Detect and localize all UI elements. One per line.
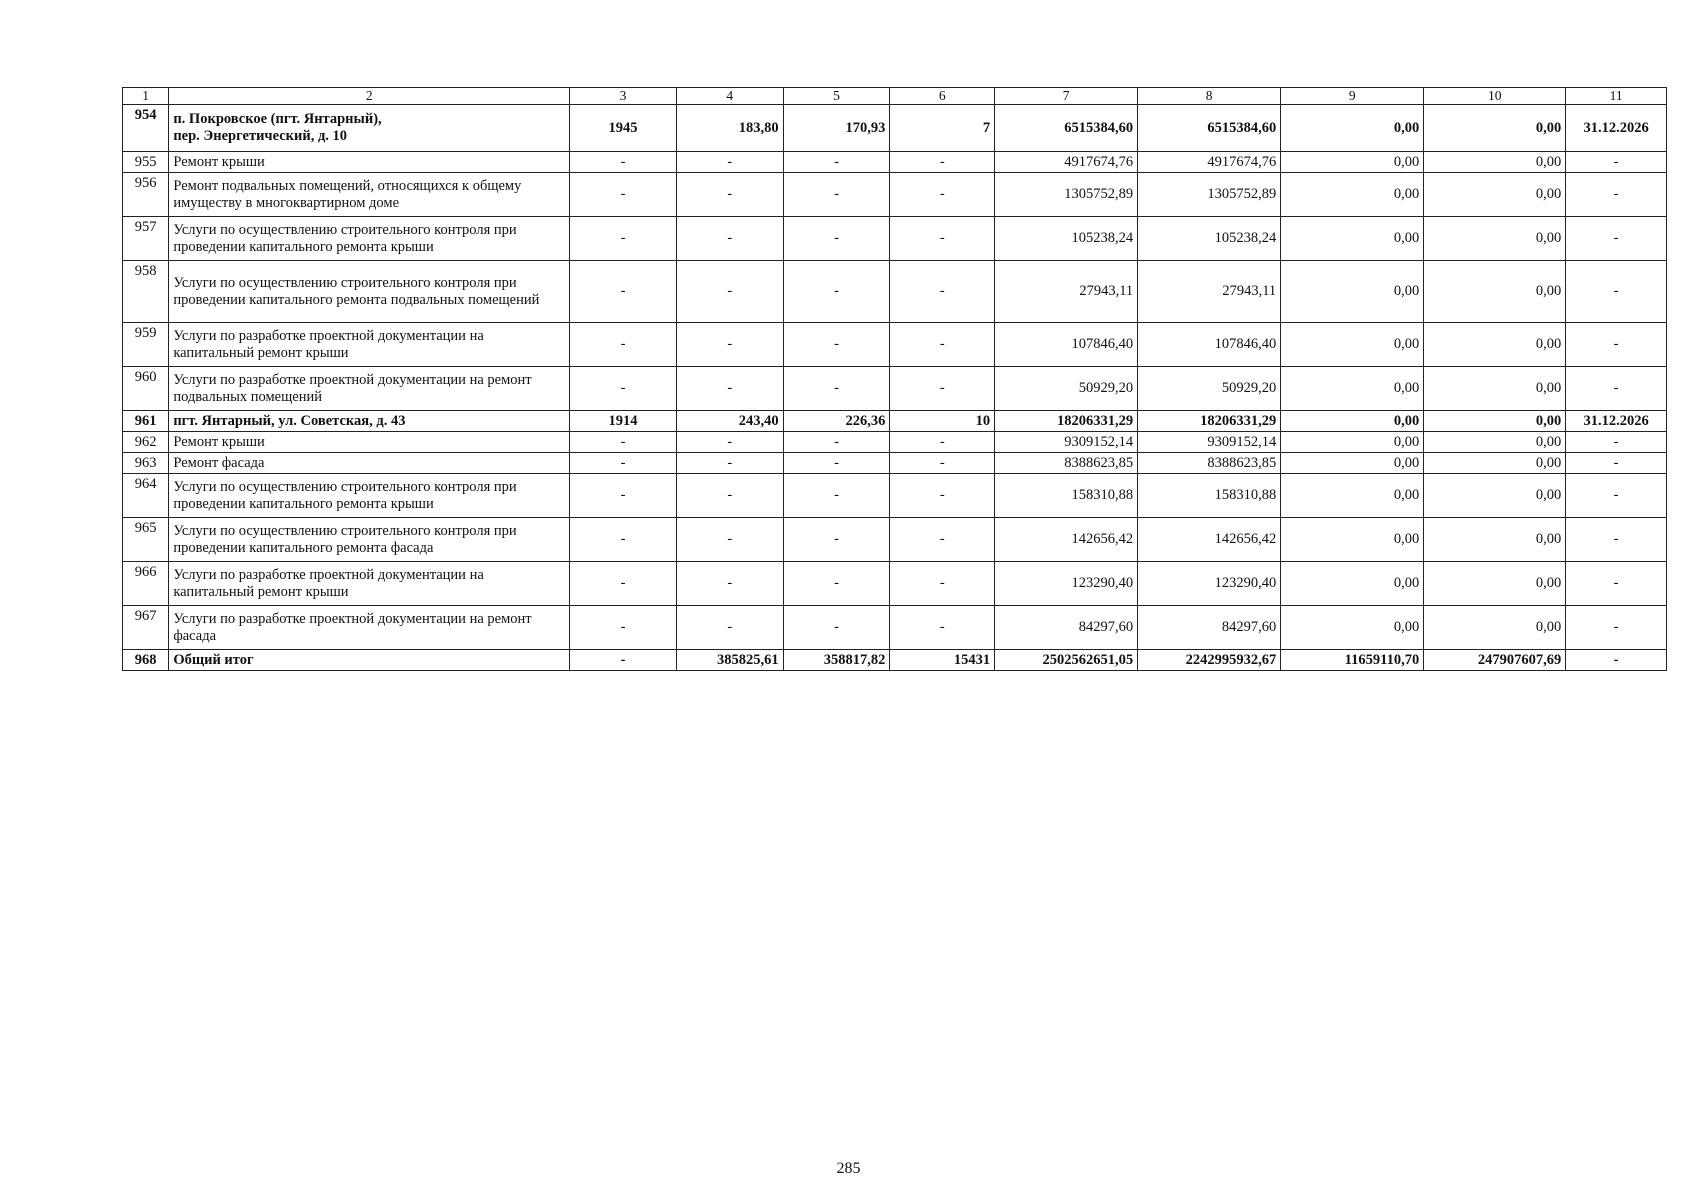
cell-fund-cost: 84297,60	[1138, 606, 1281, 650]
cell-residents: -	[890, 453, 995, 474]
cell-owner-cost: 0,00	[1424, 367, 1566, 411]
cell-total-cost: 2502562651,05	[995, 650, 1138, 671]
row-label: Услуги по разработке проектной документации на капитальный ремонт крыши	[169, 323, 570, 367]
cell-year: -	[570, 518, 677, 562]
cell-total-cost: 27943,11	[995, 261, 1138, 323]
cell-residents: -	[890, 367, 995, 411]
row-label: Услуги по разработке проектной документации на ремонт фасада	[169, 606, 570, 650]
cell-fund-cost: 27943,11	[1138, 261, 1281, 323]
cell-owner-cost: 0,00	[1424, 432, 1566, 453]
cell-total-cost: 107846,40	[995, 323, 1138, 367]
cell-fund-cost: 105238,24	[1138, 217, 1281, 261]
cell-area: -	[676, 173, 783, 217]
row-label: Услуги по осуществлению строительного контроля при проведении капитального ремонта подвальных помещений	[169, 261, 570, 323]
cell-total-cost: 4917674,76	[995, 152, 1138, 173]
cell-residents: -	[890, 152, 995, 173]
row-number: 966	[123, 562, 169, 606]
row-number: 962	[123, 432, 169, 453]
cell-total-cost: 6515384,60	[995, 105, 1138, 152]
cell-budget-cost: 0,00	[1281, 323, 1424, 367]
row-label: Услуги по осуществлению строительного контроля при проведении капитального ремонта фасада	[169, 518, 570, 562]
row-label: Услуги по осуществлению строительного контроля при проведении капитального ремонта крыши	[169, 474, 570, 518]
row-label: Услуги по разработке проектной документации на капитальный ремонт крыши	[169, 562, 570, 606]
cell-fund-cost: 9309152,14	[1138, 432, 1281, 453]
cell-total-cost: 158310,88	[995, 474, 1138, 518]
cell-area: -	[676, 323, 783, 367]
row-number: 968	[123, 650, 169, 671]
cell-year: -	[570, 261, 677, 323]
cell-deadline: -	[1566, 518, 1667, 562]
cell-owner-cost: 0,00	[1424, 217, 1566, 261]
table-row	[123, 367, 1667, 411]
cell-living-area: -	[783, 474, 890, 518]
table-row	[123, 432, 1667, 453]
cell-area: 385825,61	[676, 650, 783, 671]
cell-living-area: -	[783, 562, 890, 606]
document-sheet	[122, 87, 1667, 671]
row-label: Ремонт крыши	[169, 152, 570, 173]
cell-residents: -	[890, 606, 995, 650]
row-number: 956	[123, 173, 169, 217]
cell-living-area: -	[783, 453, 890, 474]
cell-area: -	[676, 518, 783, 562]
cell-total-cost: 1305752,89	[995, 173, 1138, 217]
cell-living-area: 358817,82	[783, 650, 890, 671]
row-label: пгт. Янтарный, ул. Советская, д. 43	[169, 411, 570, 432]
row-number: 960	[123, 367, 169, 411]
cell-fund-cost: 123290,40	[1138, 562, 1281, 606]
cell-residents: 15431	[890, 650, 995, 671]
cell-area: 243,40	[676, 411, 783, 432]
cell-residents: 7	[890, 105, 995, 152]
cell-year: -	[570, 323, 677, 367]
cell-budget-cost: 0,00	[1281, 152, 1424, 173]
row-label: Ремонт фасада	[169, 453, 570, 474]
row-label: Услуги по разработке проектной документации на ремонт подвальных помещений	[169, 367, 570, 411]
cell-budget-cost: 0,00	[1281, 217, 1424, 261]
row-number: 958	[123, 261, 169, 323]
cell-deadline: -	[1566, 474, 1667, 518]
cell-fund-cost: 8388623,85	[1138, 453, 1281, 474]
cell-year: -	[570, 152, 677, 173]
cell-year: -	[570, 650, 677, 671]
cell-fund-cost: 18206331,29	[1138, 411, 1281, 432]
cell-living-area: -	[783, 432, 890, 453]
cell-total-cost: 9309152,14	[995, 432, 1138, 453]
cell-year: -	[570, 562, 677, 606]
column-number: 1	[123, 88, 169, 105]
cell-year: -	[570, 474, 677, 518]
row-label: Ремонт подвальных помещений, относящихся к общему имуществу в многоквартирном доме	[169, 173, 570, 217]
cell-residents: -	[890, 323, 995, 367]
cell-area: -	[676, 474, 783, 518]
column-number: 3	[570, 88, 677, 105]
column-number: 2	[169, 88, 570, 105]
cell-living-area: -	[783, 518, 890, 562]
page-number: 285	[836, 1160, 861, 1177]
cell-residents: -	[890, 474, 995, 518]
cell-residents: -	[890, 173, 995, 217]
cell-area: -	[676, 606, 783, 650]
cell-fund-cost: 1305752,89	[1138, 173, 1281, 217]
cell-total-cost: 142656,42	[995, 518, 1138, 562]
table-body	[123, 88, 1667, 671]
column-number: 4	[676, 88, 783, 105]
cell-budget-cost: 11659110,70	[1281, 650, 1424, 671]
cell-budget-cost: 0,00	[1281, 261, 1424, 323]
cell-owner-cost: 0,00	[1424, 606, 1566, 650]
cell-living-area: -	[783, 323, 890, 367]
cell-total-cost: 18206331,29	[995, 411, 1138, 432]
cell-area: 183,80	[676, 105, 783, 152]
cell-total-cost: 84297,60	[995, 606, 1138, 650]
cell-owner-cost: 0,00	[1424, 173, 1566, 217]
column-number: 8	[1138, 88, 1281, 105]
table-row	[123, 411, 1667, 432]
row-number: 955	[123, 152, 169, 173]
cell-fund-cost: 4917674,76	[1138, 152, 1281, 173]
cell-total-cost: 8388623,85	[995, 453, 1138, 474]
cell-fund-cost: 142656,42	[1138, 518, 1281, 562]
cell-fund-cost: 50929,20	[1138, 367, 1281, 411]
cell-living-area: 226,36	[783, 411, 890, 432]
cell-budget-cost: 0,00	[1281, 432, 1424, 453]
cell-year: -	[570, 606, 677, 650]
row-number: 954	[123, 105, 169, 152]
cell-living-area: 170,93	[783, 105, 890, 152]
column-number: 11	[1566, 88, 1667, 105]
cell-deadline: 31.12.2026	[1566, 411, 1667, 432]
cell-deadline: 31.12.2026	[1566, 105, 1667, 152]
cell-budget-cost: 0,00	[1281, 173, 1424, 217]
table-row	[123, 518, 1667, 562]
table-row	[123, 650, 1667, 671]
row-label: п. Покровское (пгт. Янтарный), пер. Энергетический, д. 10	[169, 105, 570, 152]
column-number: 7	[995, 88, 1138, 105]
cell-residents: -	[890, 518, 995, 562]
row-number: 964	[123, 474, 169, 518]
row-label: Общий итог	[169, 650, 570, 671]
cell-total-cost: 105238,24	[995, 217, 1138, 261]
cell-year: 1914	[570, 411, 677, 432]
cell-year: -	[570, 173, 677, 217]
table-row	[123, 152, 1667, 173]
cell-total-cost: 50929,20	[995, 367, 1138, 411]
cell-budget-cost: 0,00	[1281, 562, 1424, 606]
table-row	[123, 453, 1667, 474]
cell-area: -	[676, 367, 783, 411]
cell-owner-cost: 0,00	[1424, 261, 1566, 323]
cell-living-area: -	[783, 261, 890, 323]
column-number: 10	[1424, 88, 1566, 105]
cell-year: -	[570, 432, 677, 453]
table-row	[123, 474, 1667, 518]
cell-owner-cost: 0,00	[1424, 323, 1566, 367]
cell-budget-cost: 0,00	[1281, 105, 1424, 152]
cell-area: -	[676, 217, 783, 261]
row-number: 959	[123, 323, 169, 367]
cell-owner-cost: 0,00	[1424, 562, 1566, 606]
cell-budget-cost: 0,00	[1281, 606, 1424, 650]
cell-year: -	[570, 367, 677, 411]
column-number: 9	[1281, 88, 1424, 105]
table-row	[123, 105, 1667, 152]
cell-deadline: -	[1566, 323, 1667, 367]
cell-deadline: -	[1566, 152, 1667, 173]
column-number-row	[123, 88, 1667, 105]
cell-living-area: -	[783, 367, 890, 411]
column-number: 6	[890, 88, 995, 105]
table-row	[123, 562, 1667, 606]
cell-area: -	[676, 261, 783, 323]
cell-deadline: -	[1566, 173, 1667, 217]
row-label: Ремонт крыши	[169, 432, 570, 453]
cell-budget-cost: 0,00	[1281, 411, 1424, 432]
table-row	[123, 217, 1667, 261]
cell-residents: 10	[890, 411, 995, 432]
cell-owner-cost: 0,00	[1424, 518, 1566, 562]
cell-budget-cost: 0,00	[1281, 474, 1424, 518]
cell-year: 1945	[570, 105, 677, 152]
cell-deadline: -	[1566, 432, 1667, 453]
cell-area: -	[676, 152, 783, 173]
cell-area: -	[676, 432, 783, 453]
cell-residents: -	[890, 562, 995, 606]
cell-fund-cost: 6515384,60	[1138, 105, 1281, 152]
cell-deadline: -	[1566, 217, 1667, 261]
row-label: Услуги по осуществлению строительного контроля при проведении капитального ремонта крыши	[169, 217, 570, 261]
cell-budget-cost: 0,00	[1281, 453, 1424, 474]
cell-area: -	[676, 562, 783, 606]
cell-deadline: -	[1566, 562, 1667, 606]
cell-year: -	[570, 217, 677, 261]
row-number: 967	[123, 606, 169, 650]
row-number: 963	[123, 453, 169, 474]
cell-owner-cost: 0,00	[1424, 411, 1566, 432]
row-number: 961	[123, 411, 169, 432]
capital-repair-table	[122, 87, 1667, 671]
cell-living-area: -	[783, 173, 890, 217]
cell-living-area: -	[783, 606, 890, 650]
cell-owner-cost: 0,00	[1424, 152, 1566, 173]
cell-fund-cost: 2242995932,67	[1138, 650, 1281, 671]
cell-deadline: -	[1566, 606, 1667, 650]
cell-budget-cost: 0,00	[1281, 367, 1424, 411]
cell-living-area: -	[783, 152, 890, 173]
cell-fund-cost: 158310,88	[1138, 474, 1281, 518]
cell-owner-cost: 0,00	[1424, 453, 1566, 474]
row-number: 957	[123, 217, 169, 261]
column-number: 5	[783, 88, 890, 105]
cell-residents: -	[890, 261, 995, 323]
cell-living-area: -	[783, 217, 890, 261]
cell-deadline: -	[1566, 650, 1667, 671]
table-row	[123, 323, 1667, 367]
cell-deadline: -	[1566, 453, 1667, 474]
row-number: 965	[123, 518, 169, 562]
cell-total-cost: 123290,40	[995, 562, 1138, 606]
cell-residents: -	[890, 217, 995, 261]
cell-year: -	[570, 453, 677, 474]
cell-owner-cost: 0,00	[1424, 474, 1566, 518]
table-row	[123, 261, 1667, 323]
cell-fund-cost: 107846,40	[1138, 323, 1281, 367]
cell-deadline: -	[1566, 367, 1667, 411]
cell-owner-cost: 0,00	[1424, 105, 1566, 152]
cell-owner-cost: 247907607,69	[1424, 650, 1566, 671]
table-row	[123, 606, 1667, 650]
cell-budget-cost: 0,00	[1281, 518, 1424, 562]
table-row	[123, 173, 1667, 217]
cell-deadline: -	[1566, 261, 1667, 323]
cell-residents: -	[890, 432, 995, 453]
cell-area: -	[676, 453, 783, 474]
